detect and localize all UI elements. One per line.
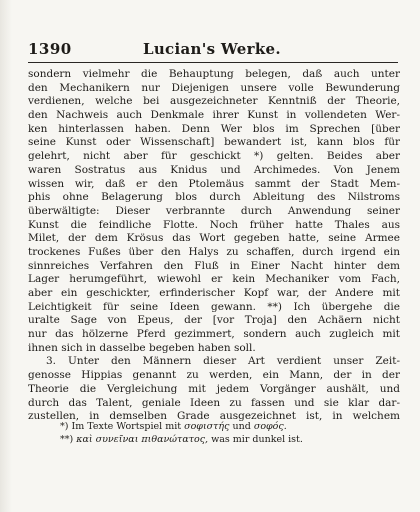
text-line: Theorie die Vergleichung mit jedem Vorgänger aushält, und — [28, 382, 400, 395]
page-number: 1390 — [28, 40, 72, 58]
page-header — [28, 40, 398, 60]
text-line: verdienen, welche bei ausgezeichneter Kenntniß der Theorie, — [28, 95, 400, 108]
text-line: ihnen sich in dasselbe begeben haben soll. — [28, 341, 256, 354]
footnote-text: was mir dunkel ist. — [211, 434, 303, 445]
text-line: seine Kunst oder Wissenschaft] bewandert ist, kann blos für — [28, 136, 400, 149]
text-line: durch das Talent, geniale Ideen zu fassen und sie klar dar- — [28, 396, 400, 409]
text-line: Lager herumgeführt, wiewohl er kein Mechaniker vom Fach, — [28, 273, 400, 286]
text-line: uralte Sage von Epeus, der [vor Troja] den Achäern nicht — [28, 314, 400, 327]
footnote-marker: *) — [60, 421, 69, 432]
text-line: ken hinterlassen haben. Denn Wer blos im Sprechen [über — [28, 122, 400, 135]
footnote-text: Im Texte Wortspiel mit — [71, 421, 182, 432]
text-line: Milet, der dem Krösus das Wort gegeben hatte, seine Armee — [28, 232, 400, 245]
spine-shadow — [0, 0, 12, 512]
text-line: den Nachweis auch Denkmale ihrer Kunst in vollendeten Wer- — [28, 109, 400, 122]
footnote-2 — [60, 433, 400, 446]
body-text — [28, 68, 400, 424]
footnote-marker: **) — [60, 434, 74, 445]
text-line: Leichtigkeit für seine Ideen gewann. **) Ich übergehe die — [28, 300, 400, 313]
text-line: phis ohne Belagerung blos durch Ableitung des Nilstroms — [28, 191, 400, 204]
text-line: Kunst die feindliche Flotte. Noch früher hatte Thales aus — [28, 218, 400, 231]
footnote-joiner: und — [232, 421, 251, 432]
text-line: zustellen, in demselben Grade ausgezeichnet ist, in welchem — [28, 410, 400, 423]
text-line: trockenes Fußes über den Halys zu schaffen, durch irgend ein — [28, 245, 400, 258]
text-line: sondern vielmehr die Behauptung belegen, daß auch unter — [28, 68, 400, 80]
text-line: gelehrt, nicht aber für geschickt *) gelten. Beides aber — [28, 150, 400, 163]
footnote-greek: σοφιστής — [184, 421, 230, 432]
footnote-1 — [60, 420, 400, 433]
footnote-greek: καὶ συνεῖναι πιθανώτατος, — [76, 434, 209, 445]
text-line: nur das hölzerne Pferd gezimmert, sondern auch zugleich mit — [28, 328, 400, 341]
footnotes — [60, 420, 400, 446]
text-line: aber ein geschickter, erfinderischer Kopf war, der Andere mit — [28, 287, 400, 299]
footnote-greek: σοφός. — [253, 421, 287, 432]
text-line: sinnreiches Verfahren den Fluß in Einer Nacht hinter dem — [28, 259, 400, 272]
section-start-line: 3. Unter den Männern dieser Art verdient unser Zeit- — [46, 355, 400, 368]
text-line: waren Sostratus aus Knidus und Archimedes. Von Jenem — [28, 163, 400, 176]
text-line: überwältigte: Dieser verbrannte durch Anwendung seiner — [28, 204, 400, 217]
text-line: den Mechanikern nur Diejenigen unsere volle Bewunderung — [28, 81, 400, 94]
text-line: wissen wir, daß er den Ptolemäus sammt der Stadt Mem- — [28, 177, 400, 190]
running-title: Lucian's Werke. — [143, 40, 281, 58]
text-line: genosse Hippias genannt zu werden, ein Mann, der in der — [28, 369, 400, 382]
header-rule — [28, 62, 398, 63]
